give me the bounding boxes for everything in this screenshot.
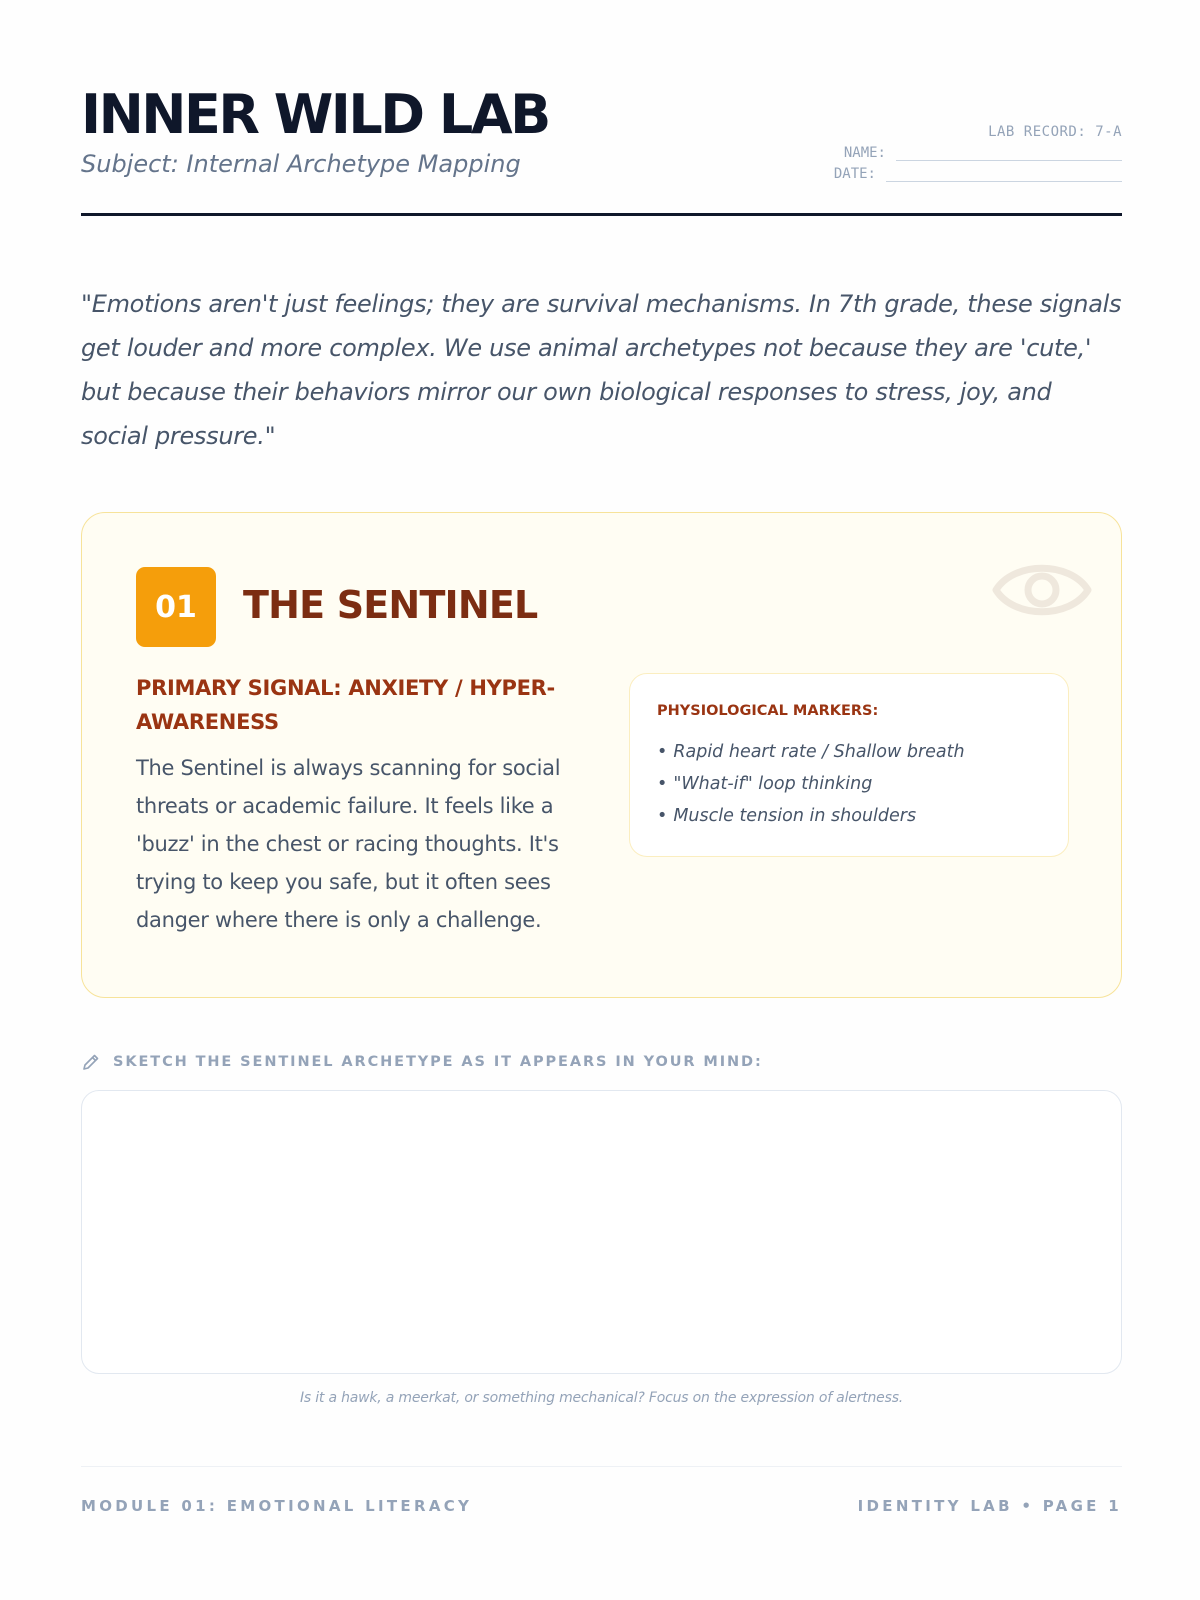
sketch-prompt — [81, 1052, 763, 1072]
sketch-hint: Is it a hawk, a meerkat, or something mechanical? Focus on the expression of alertness. — [299, 1390, 904, 1406]
archetype-description: The Sentinel is always scanning for social threats or academic failure. It feels like a 'buzz' in the chest or racing thoughts. It's trying to keep you safe, but it often sees danger where there is only a challenge. — [136, 756, 561, 932]
page-title: INNER WILD LAB — [81, 83, 549, 146]
date-row — [782, 166, 1122, 182]
archetype-title: THE SENTINEL — [243, 583, 538, 627]
marker-item: • Rapid heart rate / Shallow breath — [657, 736, 965, 768]
sketch-label-text: SKETCH THE SENTINEL ARCHETYPE AS IT APPEARS IN YOUR MIND: — [113, 1054, 763, 1070]
footer-module: MODULE 01: EMOTIONAL LITERACY — [81, 1497, 473, 1515]
name-label: NAME: — [843, 145, 886, 161]
physiological-markers-box — [629, 673, 1069, 857]
worksheet-page — [81, 0, 1122, 1600]
header-divider — [81, 213, 1122, 216]
name-row — [782, 145, 1122, 161]
primary-signal: PRIMARY SIGNAL: ANXIETY / HYPER-AWARENESS — [136, 676, 555, 734]
name-field[interactable] — [896, 146, 1122, 161]
sketch-area[interactable] — [81, 1090, 1122, 1374]
marker-item: • Muscle tension in shoulders — [657, 800, 965, 832]
markers-title: PHYSIOLOGICAL MARKERS: — [657, 703, 879, 719]
page-subtitle: Subject: Internal Archetype Mapping — [81, 150, 521, 178]
archetype-number-badge: 01 — [136, 567, 216, 647]
markers-list — [657, 736, 965, 832]
marker-item: • "What-if" loop thinking — [657, 768, 965, 800]
archetype-card — [81, 512, 1122, 998]
footer-divider — [81, 1466, 1122, 1467]
footer-page: IDENTITY LAB • PAGE 1 — [857, 1497, 1122, 1515]
date-field[interactable] — [886, 167, 1122, 182]
intro-quote: "Emotions aren't just feelings; they are survival mechanisms. In 7th grade, these signals get louder and more complex. We use animal archetypes not because they are 'cute,' but because their behaviors mirror our own biological responses to stress, joy, and social pressure." — [81, 290, 1122, 450]
record-meta — [782, 124, 1122, 182]
pencil-icon — [81, 1052, 101, 1072]
lab-record-id: LAB RECORD: 7-A — [988, 124, 1122, 140]
eye-icon — [992, 555, 1092, 625]
date-label: DATE: — [833, 166, 876, 182]
